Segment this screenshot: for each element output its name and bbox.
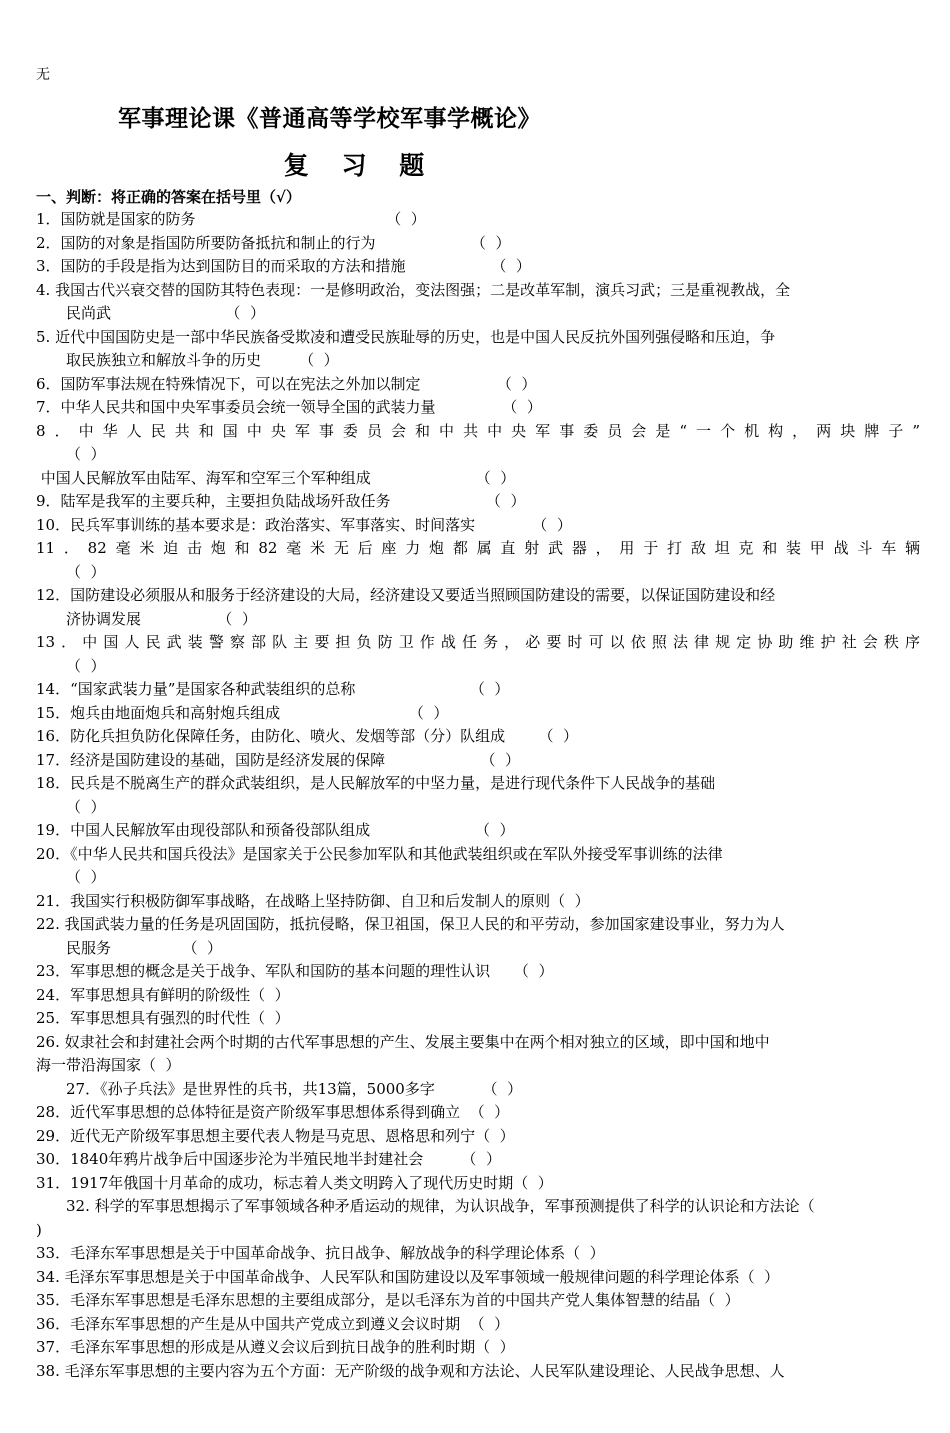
- question-line: 15．炮兵由地面炮兵和高射炮兵组成 （ ）: [36, 703, 449, 722]
- question-line: 8．中华人民共和国中央军事委员会和中共中央军事委员会是“一个机构，两块牌子”: [36, 421, 920, 440]
- question-line: （ ）: [66, 562, 106, 581]
- question-line: 38. 毛泽东军事思想的主要内容为五个方面：无产阶级的战争观和方法论、人民军队建设理论、人民战争思想、人: [36, 1361, 785, 1380]
- question-line: 2．国防的对象是指国防所要防备抵抗和制止的行为 （ ）: [36, 233, 511, 252]
- question-line: 11．82毫米迫击炮和82毫米无后座力炮都属直射武器，用于打敌坦克和装甲战斗车辆: [36, 539, 920, 557]
- question-line: （ ）: [66, 797, 106, 816]
- question-line: 中国人民解放军由陆军、海军和空军三个军种组成 （ ）: [36, 468, 516, 487]
- question-line: 5. 近代中国国防史是一部中华民族备受欺凌和遭受民族耻辱的历史，也是中国人民反抗外国列强侵略和压迫，争: [36, 327, 776, 346]
- section-heading: 一、判断：将正确的答案在括号里（√）: [36, 188, 301, 206]
- question-line: 18．民兵是不脱离生产的群众武装组织，是人民解放军的中坚力量，是进行现代条件下人民战争的基础: [36, 774, 716, 792]
- question-line: 35．毛泽东军事思想是毛泽东思想的主要组成部分，是以毛泽东为首的中国共产党人集体智慧的结晶（ ）: [36, 1291, 740, 1309]
- question-line: 33．毛泽东军事思想是关于中国革命战争、抗日战争、解放战争的科学理论体系（ ）: [36, 1244, 605, 1262]
- question-line: 25．军事思想具有强烈的时代性（ ）: [36, 1009, 290, 1027]
- question-line: 36．毛泽东军事思想的产生是从中国共产党成立到遵义会议时期 （ ）: [36, 1314, 510, 1333]
- question-line: 3．国防的手段是指为达到国防目的而采取的方法和措施 （ ）: [36, 257, 531, 275]
- question-line: ): [36, 1220, 42, 1239]
- question-line: 29．近代无产阶级军事思想主要代表人物是马克思、恩格思和列宁（ ）: [36, 1126, 515, 1145]
- question-line: 9．陆军是我军的主要兵种，主要担负陆战场歼敌任务 （ ）: [36, 492, 526, 510]
- question-line: 24．军事思想具有鲜明的阶级性（ ）: [36, 985, 290, 1004]
- question-line: 济协调发展 （ ）: [66, 609, 257, 628]
- question-line: （ ）: [66, 656, 106, 675]
- question-line: 27．《孙子兵法》是世界性的兵书，共13篇，5000多字 （ ）: [66, 1079, 523, 1098]
- question-line: 26. 奴隶社会和封建社会两个时期的古代军事思想的产生、发展主要集中在两个相对独立的区域，即中国和地中: [36, 1032, 770, 1051]
- question-line: 1．国防就是国家的防务 （ ）: [36, 210, 426, 228]
- question-line: 22. 我国武装力量的任务是巩固国防，抵抗侵略，保卫祖国，保卫人民的和平劳动，参加国家建设事业，努力为人: [36, 915, 785, 933]
- page-title: 军事理论课《普通高等学校军事学概论》: [118, 105, 541, 132]
- page-subtitle: 复 习 题: [283, 151, 437, 180]
- question-line: 10．民兵军事训练的基本要求是：政治落实、军事落实、时间落实 （ ）: [36, 515, 572, 534]
- question-line: 23．军事思想的概念是关于战争、军队和国防的基本问题的理性认识 （ ）: [36, 962, 554, 980]
- question-line: 13．中国人民武装警察部队主要担负防卫作战任务，必要时可以依照法律规定协助维护社会秩序: [36, 633, 920, 651]
- question-line: 28．近代军事思想的总体特征是资产阶级军事思想体系得到确立 （ ）: [36, 1103, 510, 1121]
- question-line: 31．1917年俄国十月革命的成功，标志着人类文明跨入了现代历史时期（ ）: [36, 1173, 553, 1192]
- question-line: 17．经济是国防建设的基础，国防是经济发展的保障 （ ）: [36, 750, 520, 769]
- question-line: 12．国防建设必须服从和服务于经济建设的大局，经济建设又要适当照顾国防建设的需要，以保证国防建设和经: [36, 586, 776, 604]
- question-line: 4. 我国古代兴衰交替的国防其特色表现：一是修明政治，变法图强；二是改革军制，演兵习武；三是重视教战，全: [36, 280, 791, 299]
- question-line: 20．《中华人民共和国兵役法》是国家关于公民参加军队和其他武装组织或在军队外接受军事训练的法律: [36, 844, 723, 863]
- question-line: 6．国防军事法规在特殊情况下，可以在宪法之外加以制定 （ ）: [36, 374, 537, 393]
- question-line: 取民族独立和解放斗争的历史 （ ）: [66, 351, 339, 369]
- question-list: [36, 208, 920, 1383]
- question-line: 34. 毛泽东军事思想是关于中国革命战争、人民军队和国防建设以及军事领域一般规律问题的科学理论体系（ ）: [36, 1267, 780, 1286]
- question-line: （ ）: [66, 868, 106, 886]
- question-line: 32. 科学的军事思想揭示了军事领域各种矛盾运动的规律，为认识战争，军事预测提供了科学的认识论和方法论（: [66, 1197, 815, 1215]
- question-line: 民服务 （ ）: [66, 938, 223, 957]
- question-line: 民尚武 （ ）: [66, 304, 265, 322]
- question-line: 19．中国人民解放军由现役部队和预备役部队组成 （ ）: [36, 821, 515, 839]
- question-line: （ ）: [66, 445, 106, 463]
- question-line: 30．1840年鸦片战争后中国逐步沦为半殖民地半封建社会 （ ）: [36, 1150, 501, 1168]
- question-line: 7．中华人民共和国中央军事委员会统一领导全国的武装力量 （ ）: [36, 398, 542, 416]
- question-line: 37．毛泽东军事思想的形成是从遵义会议后到抗日战争的胜利时期（ ）: [36, 1338, 515, 1356]
- header-mark: 无: [36, 67, 50, 83]
- question-line: 16．防化兵担负防化保障任务，由防化、喷火、发烟等部（分）队组成 （ ）: [36, 727, 579, 745]
- question-line: 海一带沿海国家（ ）: [36, 1056, 181, 1074]
- question-line: 21．我国实行积极防御军事战略，在战略上坚持防御、自卫和后发制人的原则（ ）: [36, 891, 590, 910]
- question-line: 14．“国家武装力量”是国家各种武装组织的总称 （ ）: [36, 680, 510, 698]
